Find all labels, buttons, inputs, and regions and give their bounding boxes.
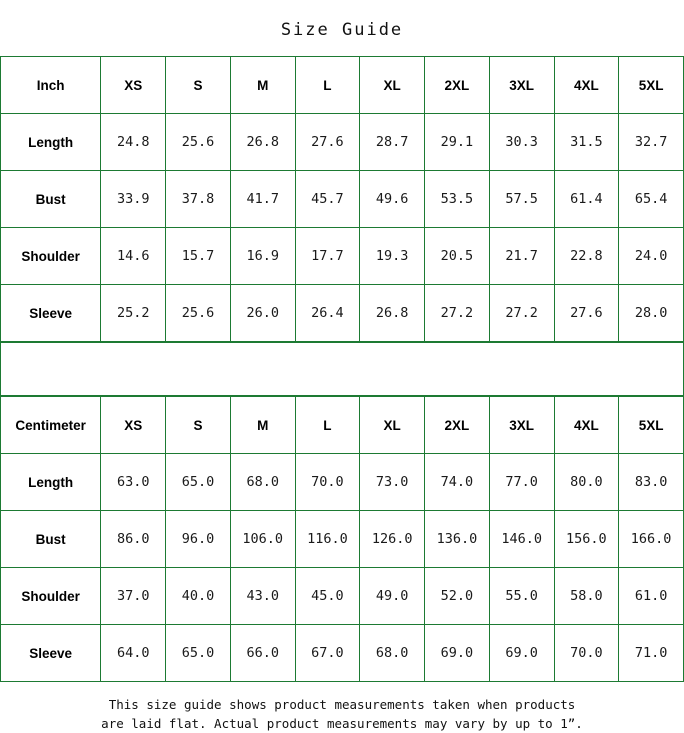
cell: 22.8 (554, 228, 619, 285)
col-header-4xl: 4XL (554, 57, 619, 114)
row-label-sleeve: Sleeve (1, 285, 101, 342)
table-separator (0, 342, 684, 396)
centimeter-table-body (1, 454, 684, 682)
cell: 26.4 (295, 285, 360, 342)
row-label-bust: Bust (1, 511, 101, 568)
inch-table-header (1, 57, 684, 114)
cell: 156.0 (554, 511, 619, 568)
cell: 19.3 (360, 228, 425, 285)
unit-header-centimeter: Centimeter (1, 397, 101, 454)
cell: 69.0 (425, 625, 490, 682)
inch-table-body (1, 114, 684, 342)
cell: 29.1 (425, 114, 490, 171)
footnote-line-1: This size guide shows product measurements taken when products (108, 697, 576, 712)
cell: 86.0 (101, 511, 166, 568)
cell: 65.0 (166, 454, 231, 511)
cell: 67.0 (295, 625, 360, 682)
cell: 70.0 (295, 454, 360, 511)
cell: 166.0 (619, 511, 684, 568)
col-header-3xl: 3XL (489, 397, 554, 454)
cell: 77.0 (489, 454, 554, 511)
cell: 136.0 (425, 511, 490, 568)
table-row (1, 114, 684, 171)
cell: 55.0 (489, 568, 554, 625)
cell: 27.6 (295, 114, 360, 171)
cell: 70.0 (554, 625, 619, 682)
cell: 25.6 (166, 285, 231, 342)
cell: 106.0 (230, 511, 295, 568)
row-label-bust: Bust (1, 171, 101, 228)
row-label-sleeve: Sleeve (1, 625, 101, 682)
table-row (1, 625, 684, 682)
cell: 30.3 (489, 114, 554, 171)
table-header-row (1, 57, 684, 114)
col-header-s: S (166, 397, 231, 454)
cell: 24.8 (101, 114, 166, 171)
cell: 73.0 (360, 454, 425, 511)
cell: 26.0 (230, 285, 295, 342)
cell: 27.2 (489, 285, 554, 342)
cell: 65.0 (166, 625, 231, 682)
cell: 14.6 (101, 228, 166, 285)
cell: 16.9 (230, 228, 295, 285)
col-header-5xl: 5XL (619, 397, 684, 454)
cell: 37.0 (101, 568, 166, 625)
cell: 58.0 (554, 568, 619, 625)
row-label-shoulder: Shoulder (1, 228, 101, 285)
col-header-m: M (230, 397, 295, 454)
cell: 52.0 (425, 568, 490, 625)
col-header-xs: XS (101, 57, 166, 114)
page-title: Size Guide (280, 20, 404, 40)
cell: 65.4 (619, 171, 684, 228)
cell: 146.0 (489, 511, 554, 568)
table-row (1, 285, 684, 342)
col-header-l: L (295, 57, 360, 114)
col-header-5xl: 5XL (619, 57, 684, 114)
cell: 49.0 (360, 568, 425, 625)
col-header-l: L (295, 397, 360, 454)
centimeter-table-header (1, 397, 684, 454)
cell: 68.0 (230, 454, 295, 511)
cell: 68.0 (360, 625, 425, 682)
cell: 74.0 (425, 454, 490, 511)
cell: 63.0 (101, 454, 166, 511)
col-header-xl: XL (360, 57, 425, 114)
inch-table-wrapper (0, 56, 684, 342)
cell: 20.5 (425, 228, 490, 285)
unit-header-inch: Inch (1, 57, 101, 114)
cell: 57.5 (489, 171, 554, 228)
cell: 33.9 (101, 171, 166, 228)
cell: 69.0 (489, 625, 554, 682)
col-header-2xl: 2XL (425, 397, 490, 454)
cell: 26.8 (360, 285, 425, 342)
row-label-length: Length (1, 114, 101, 171)
cell: 96.0 (166, 511, 231, 568)
cell: 26.8 (230, 114, 295, 171)
cell: 37.8 (166, 171, 231, 228)
cell: 25.6 (166, 114, 231, 171)
table-row (1, 454, 684, 511)
cell: 28.0 (619, 285, 684, 342)
cell: 27.2 (425, 285, 490, 342)
cell: 66.0 (230, 625, 295, 682)
cell: 45.7 (295, 171, 360, 228)
row-label-length: Length (1, 454, 101, 511)
cell: 28.7 (360, 114, 425, 171)
cell: 31.5 (554, 114, 619, 171)
cell: 61.4 (554, 171, 619, 228)
cell: 116.0 (295, 511, 360, 568)
cell: 43.0 (230, 568, 295, 625)
cell: 71.0 (619, 625, 684, 682)
cell: 25.2 (101, 285, 166, 342)
col-header-m: M (230, 57, 295, 114)
cell: 24.0 (619, 228, 684, 285)
inch-size-table (0, 56, 684, 342)
centimeter-size-table (0, 396, 684, 682)
footnote (0, 682, 684, 733)
table-header-row (1, 397, 684, 454)
cell: 41.7 (230, 171, 295, 228)
cell: 32.7 (619, 114, 684, 171)
row-label-shoulder: Shoulder (1, 568, 101, 625)
table-row (1, 171, 684, 228)
cell: 80.0 (554, 454, 619, 511)
cell: 21.7 (489, 228, 554, 285)
col-header-4xl: 4XL (554, 397, 619, 454)
col-header-xl: XL (360, 397, 425, 454)
col-header-s: S (166, 57, 231, 114)
table-row (1, 568, 684, 625)
col-header-xs: XS (101, 397, 166, 454)
cell: 17.7 (295, 228, 360, 285)
cell: 40.0 (166, 568, 231, 625)
cell: 61.0 (619, 568, 684, 625)
table-row (1, 228, 684, 285)
cell: 15.7 (166, 228, 231, 285)
cell: 49.6 (360, 171, 425, 228)
centimeter-table-wrapper (0, 396, 684, 682)
col-header-3xl: 3XL (489, 57, 554, 114)
cell: 27.6 (554, 285, 619, 342)
cell: 45.0 (295, 568, 360, 625)
footnote-line-2: are laid flat. Actual product measurements may vary by up to 1”. (101, 716, 583, 731)
table-row (1, 511, 684, 568)
cell: 53.5 (425, 171, 490, 228)
col-header-2xl: 2XL (425, 57, 490, 114)
cell: 83.0 (619, 454, 684, 511)
cell: 126.0 (360, 511, 425, 568)
cell: 64.0 (101, 625, 166, 682)
